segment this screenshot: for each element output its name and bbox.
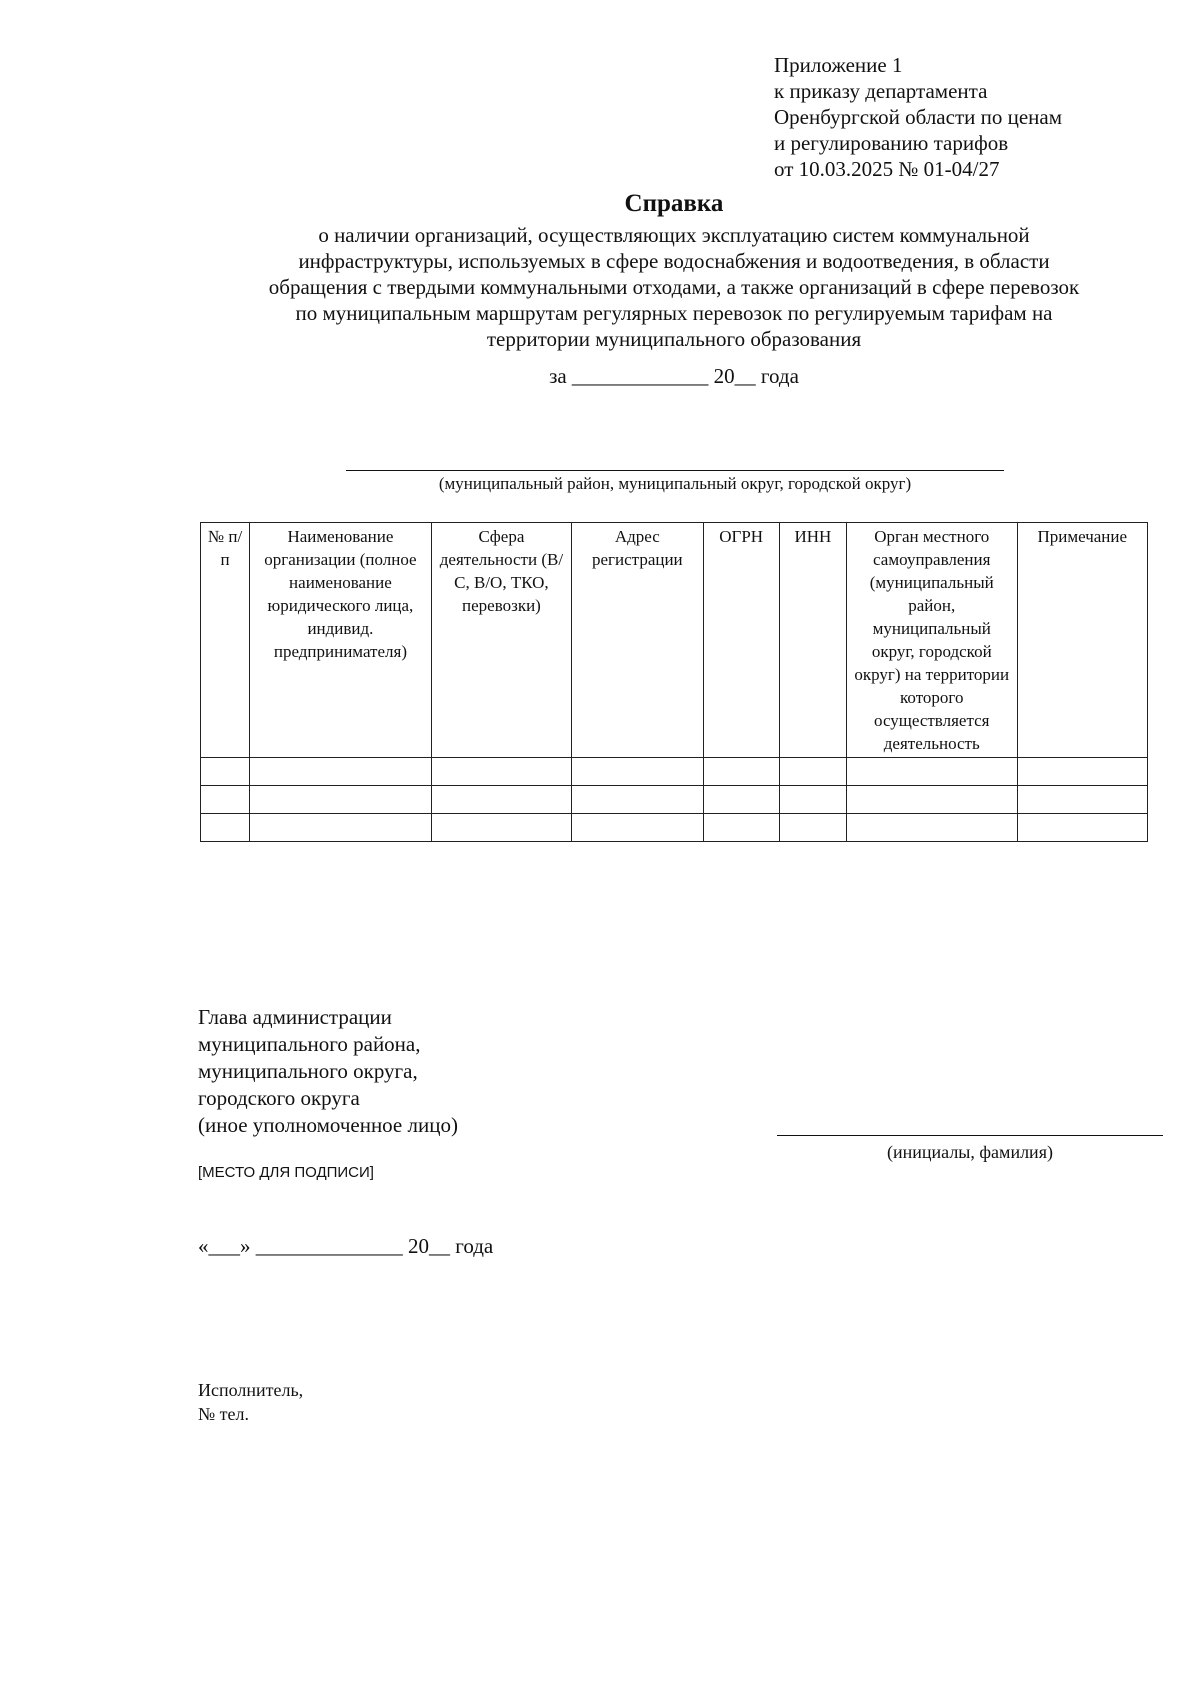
subtitle-line: обращения с твердыми коммунальными отходами, а также организаций в сфере перевозок (268, 275, 1080, 299)
table-cell (1017, 814, 1147, 842)
appendix-line: от 10.03.2025 № 01-04/27 (774, 157, 1000, 181)
subtitle-line: по муниципальным маршрутам регулярных перевозок по регулируемым тарифам на (295, 301, 1053, 325)
table-cell (846, 786, 1017, 814)
signature-placeholder: [МЕСТО ДЛЯ ПОДПИСИ] (198, 1164, 374, 1181)
table-header-row (201, 523, 1148, 758)
table-cell (779, 786, 846, 814)
header-number: № п/п (201, 523, 250, 758)
signatory-line: городского округа (198, 1086, 360, 1110)
table-cell (1017, 786, 1147, 814)
table-cell (703, 758, 779, 786)
table-row (201, 814, 1148, 842)
table-cell (201, 814, 250, 842)
subtitle-line: территории муниципального образования (486, 327, 862, 351)
table-cell (846, 814, 1017, 842)
header-inn: ИНН (779, 523, 846, 758)
appendix-line: Приложение 1 (774, 53, 903, 77)
table-cell (703, 814, 779, 842)
header-ogrn: ОГРН (703, 523, 779, 758)
signatory-line: муниципального района, (198, 1032, 421, 1056)
table-cell (431, 758, 571, 786)
signatory-line: муниципального округа, (198, 1059, 418, 1083)
header-note: Примечание (1017, 523, 1147, 758)
appendix-line: Оренбургской области по ценам (774, 105, 1063, 129)
table-cell (201, 758, 250, 786)
signature-caption: (инициалы, фамилия) (887, 1142, 1053, 1162)
executor-phone: № тел. (198, 1404, 250, 1424)
signatory-line: Глава администрации (198, 1005, 392, 1029)
table-cell (572, 758, 703, 786)
document-subtitle (180, 222, 1168, 352)
municipality-fill-line (346, 470, 1004, 471)
reporting-period: за _____________ 20__ года (549, 364, 799, 388)
document-title: Справка (624, 190, 724, 217)
header-registration-address: Адрес регистрации (572, 523, 703, 758)
signatory-line: (иное уполномоченное лицо) (198, 1113, 458, 1137)
table-cell (572, 786, 703, 814)
table-cell (779, 758, 846, 786)
signature-fill-line (777, 1135, 1163, 1136)
appendix-line: к приказу департамента (774, 79, 988, 103)
appendix-block (774, 52, 1062, 182)
header-organization-name: Наименование организации (полное наименование юридического лица, индивид. предпринимателя) (250, 523, 432, 758)
table-cell (703, 786, 779, 814)
table-cell (250, 786, 432, 814)
table-cell (572, 814, 703, 842)
table-cell (201, 786, 250, 814)
executor-label: Исполнитель, (198, 1380, 304, 1400)
table-cell (250, 814, 432, 842)
appendix-line: и регулированию тарифов (774, 131, 1009, 155)
header-local-government: Орган местного самоуправления (муниципальный район, муниципальный округ, городской округ) на территории которого осуществляется деятельность (846, 523, 1017, 758)
table-cell (846, 758, 1017, 786)
table-cell (431, 814, 571, 842)
executor-block (198, 1378, 303, 1426)
header-activity-sphere: Сфера деятельности (В/С, В/О, ТКО, перевозки) (431, 523, 571, 758)
signatory-title (198, 1004, 458, 1139)
table-row (201, 786, 1148, 814)
table-cell (250, 758, 432, 786)
municipality-caption: (муниципальный район, муниципальный округ, городской округ) (438, 474, 912, 493)
signature-date: «___» ______________ 20__ года (198, 1234, 494, 1258)
table-cell (1017, 758, 1147, 786)
organizations-table (200, 522, 1148, 842)
subtitle-line: инфраструктуры, используемых в сфере водоснабжения и водоотведения, в области (298, 249, 1050, 273)
table-row (201, 758, 1148, 786)
subtitle-line: о наличии организаций, осуществляющих эксплуатацию систем коммунальной (318, 223, 1030, 247)
table-cell (431, 786, 571, 814)
table-cell (779, 814, 846, 842)
